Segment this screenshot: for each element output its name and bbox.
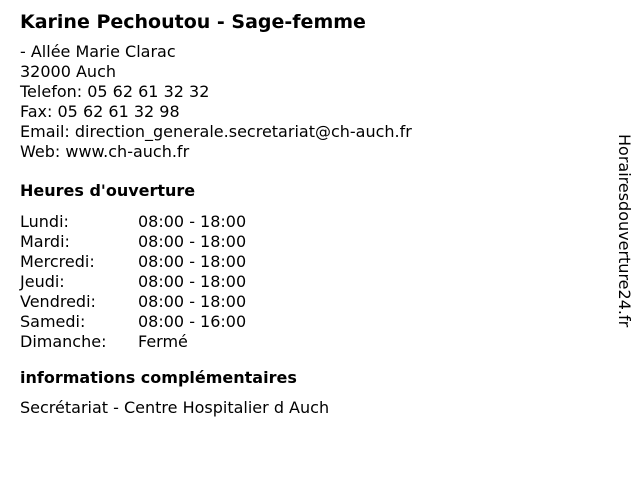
day-label: Mercredi: <box>20 252 95 271</box>
address-street: - Allée Marie Clarac <box>20 42 176 61</box>
website-link[interactable]: www.ch-auch.fr <box>65 142 190 161</box>
hours-row-friday <box>20 292 610 312</box>
additional-info-heading: informations complémentaires <box>20 368 297 387</box>
day-label: Vendredi: <box>20 292 96 311</box>
hours-row-saturday <box>20 312 610 332</box>
fax-label: Fax: <box>20 102 53 121</box>
hours-row-tuesday <box>20 232 610 252</box>
day-label: Dimanche: <box>20 332 107 351</box>
time-value: 08:00 - 18:00 <box>138 212 247 231</box>
web-row <box>20 142 610 162</box>
time-value: 08:00 - 16:00 <box>138 312 247 331</box>
day-label: Lundi: <box>20 212 69 231</box>
email-link[interactable]: direction_generale.secretariat@ch-auch.fr <box>74 122 412 141</box>
phone-label: Telefon: <box>20 82 83 101</box>
page-title: Karine Pechoutou - Sage-femme <box>20 11 366 33</box>
additional-info-text: Secrétariat - Centre Hospitalier d Auch <box>20 398 330 417</box>
day-label: Mardi: <box>20 232 70 251</box>
time-value: Fermé <box>138 332 188 351</box>
listing-card <box>20 9 610 418</box>
time-value: 08:00 - 18:00 <box>138 252 247 271</box>
time-value: 08:00 - 18:00 <box>138 272 247 291</box>
hours-row-sunday <box>20 332 610 352</box>
phone-link[interactable]: 05 62 61 32 32 <box>87 82 210 101</box>
contact-block <box>20 42 610 162</box>
day-label: Jeudi: <box>20 272 65 291</box>
time-value: 08:00 - 18:00 <box>138 232 247 251</box>
web-label: Web: <box>20 142 61 161</box>
hours-row-monday <box>20 212 610 232</box>
phone-row <box>20 82 610 102</box>
opening-hours-heading: Heures d'ouverture <box>20 181 196 200</box>
hours-row-wednesday <box>20 252 610 272</box>
address-city: 32000 Auch <box>20 62 117 81</box>
email-row <box>20 122 610 142</box>
time-value: 08:00 - 18:00 <box>138 292 247 311</box>
day-label: Samedi: <box>20 312 86 331</box>
fax-value: 05 62 61 32 98 <box>57 102 180 121</box>
fax-row <box>20 102 610 122</box>
hours-row-thursday <box>20 272 610 292</box>
email-label: Email: <box>20 122 70 141</box>
opening-hours-table <box>20 212 610 352</box>
site-watermark: Horairesdouverture24.fr <box>615 134 634 328</box>
